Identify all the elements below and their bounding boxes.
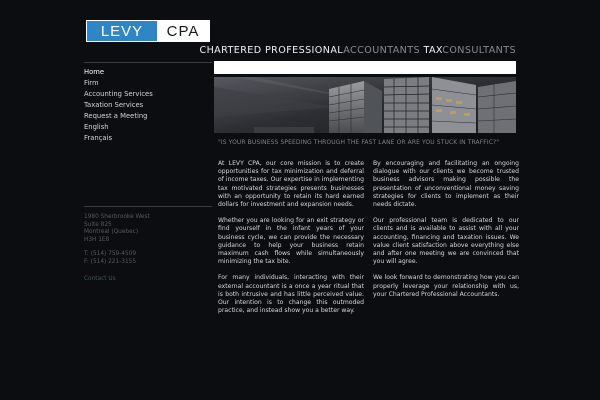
nav-divider-bottom [84, 206, 212, 207]
address-line-2: Suite 825 [84, 221, 112, 228]
tagline-tax: TAX [423, 45, 443, 56]
address-city: Montreal (Quebec) [84, 229, 139, 236]
nav-divider-top [84, 62, 212, 63]
nav-item-home[interactable]: Home [84, 68, 105, 76]
fax-number: F: (514) 221-3155 [84, 258, 137, 265]
content-column-left [218, 160, 364, 323]
phone-number: T: (514) 759-4509 [84, 251, 137, 258]
hero-image [214, 77, 516, 133]
header-white-bar [214, 61, 516, 74]
left-paragraph-1: At LEVY CPA, our core mission is to create opportunities for tax minimization and deferral of income taxes. Our expertise in implementing tax motivated strategies presents businesses with an opportunity to retain its hard earned dollars for investment and expansion needs. [218, 160, 364, 209]
main-nav [84, 67, 214, 144]
hero-quote: "IS YOUR BUSINESS SPEEDING THROUGH THE FAST LANE OR ARE YOU STUCK IN TRAFFIC?" [218, 139, 500, 146]
logo[interactable] [86, 20, 210, 42]
logo-part-cpa: CPA [157, 21, 209, 41]
content-column-right [373, 160, 519, 307]
nav-item-accounting-services[interactable]: Accounting Services [84, 90, 153, 98]
left-paragraph-2: Whether you are looking for an exit strategy or find yourself in the infant years of your business cycle, we can provide the necessary guidance to help your business retain maximum cash flows while simultaneously minimizing the tax bite. [218, 217, 364, 266]
right-paragraph-3: We look forward to demonstrating how you can properly leverage your relationship with us, your Chartered Professional Accountants. [373, 274, 519, 298]
nav-item-taxation-services[interactable]: Taxation Services [84, 101, 144, 109]
left-paragraph-3: For many individuals, interacting with their external accountant is a once a year ritual that is both intrusive and has little perceived value. Our intention is to change this outmoded practice, and instead show you a better way. [218, 274, 364, 315]
hero-buildings-graphic [214, 77, 516, 133]
tagline [199, 45, 516, 56]
tagline-consultants: CONSULTANTS [442, 45, 516, 56]
right-paragraph-1: By encouraging and facilitating an ongoing dialogue with our clients we become trusted business advisors making possible the presentation of unconventional money saving strategies for clients to implement as their needs dictate. [373, 160, 519, 209]
logo-part-levy: LEVY [87, 21, 157, 41]
nav-item-request-meeting[interactable]: Request a Meeting [84, 112, 148, 120]
nav-item-english[interactable]: English [84, 123, 109, 131]
address-line-1: 1980 Sherbrooke West [84, 214, 150, 220]
right-paragraph-2: Our professional team is dedicated to our clients and is available to assist with all your accounting, financing and taxation issues. We value client satisfaction above everything else and after one meeting we are convinced that you will agree. [373, 217, 519, 266]
address-postal: H3H 1E8 [84, 236, 110, 243]
tagline-accountants: ACCOUNTANTS [343, 45, 424, 56]
contact-block [84, 214, 214, 267]
nav-item-firm[interactable]: Firm [84, 79, 99, 87]
tagline-chartered-professional: CHARTERED PROFESSIONAL [199, 45, 344, 56]
contact-us-link[interactable]: Contact Us [84, 276, 116, 282]
nav-item-francais[interactable]: Français [84, 134, 113, 142]
